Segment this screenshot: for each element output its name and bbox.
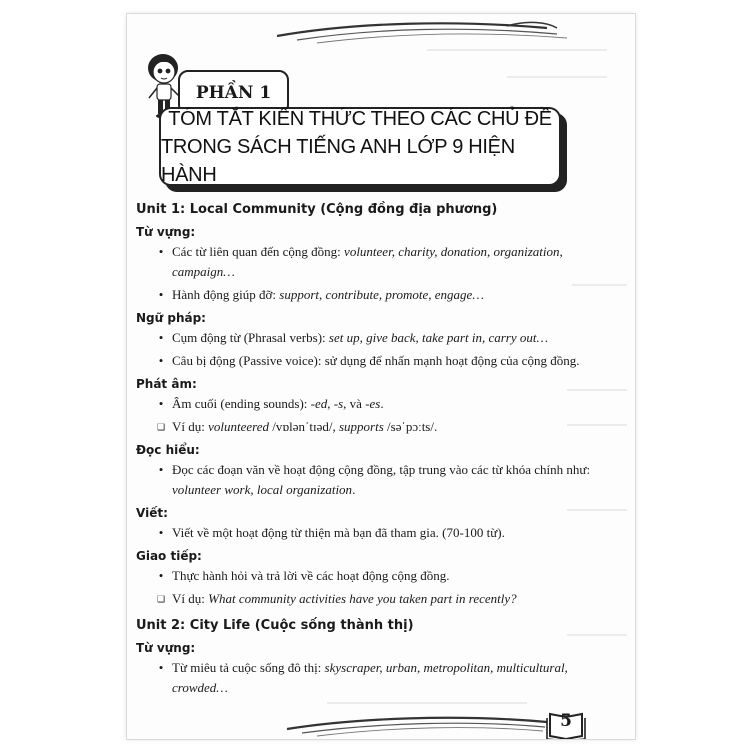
section-label-vocab: Từ vựng: <box>136 641 196 655</box>
list-item: • Đọc các đoạn văn về hoạt động cộng đồng, tập trung vào các từ khóa chính như: volunteer work, local organization. <box>136 460 596 500</box>
section-label-reading: Đọc hiểu: <box>136 443 200 457</box>
chapter-title-line-1: TÓM TẮT KIẾN THỨC THEO CÁC CHỦ ĐỀ <box>168 107 552 130</box>
section-label-communication: Giao tiếp: <box>136 549 202 563</box>
list-item: • Viết về một hoạt động từ thiện mà bạn đã tham gia. (70-100 từ). <box>136 523 596 543</box>
book-page <box>127 14 635 739</box>
bullet-icon: • <box>158 287 164 302</box>
list-item: • Âm cuối (ending sounds): -ed, -s, và -es. <box>136 394 596 414</box>
list-item: • Câu bị động (Passive voice): sử dụng để nhấn mạnh hoạt động của cộng đồng. <box>136 351 596 371</box>
bullet-icon: • <box>158 660 164 675</box>
list-item: • Cụm động từ (Phrasal verbs): set up, give back, take part in, carry out… <box>136 328 596 348</box>
list-item: ❑ Ví dụ: What community activities have you taken part in recently? <box>136 589 596 609</box>
list-item: • Hành động giúp đỡ: support, contribute, promote, engage… <box>136 285 596 305</box>
part-label: PHẦN 1 <box>195 82 272 103</box>
section-label-pronunciation: Phát âm: <box>136 377 197 391</box>
bullet-icon: • <box>158 462 164 477</box>
chapter-title-box <box>159 107 561 186</box>
bullet-icon: • <box>158 568 164 583</box>
section-label-writing: Viết: <box>136 506 168 520</box>
square-bullet-icon: ❑ <box>156 422 166 432</box>
bullet-icon: • <box>158 353 164 368</box>
list-item: • Từ miêu tả cuộc sống đô thị: skyscraper, urban, metropolitan, multicultural, crowded… <box>136 658 596 698</box>
list-item: • Thực hành hỏi và trả lời về các hoạt động cộng đồng. <box>136 566 596 586</box>
top-swoosh-ornament <box>127 14 635 54</box>
chapter-title-line-2: TRONG SÁCH TIẾNG ANH LỚP 9 HIỆN HÀNH <box>161 135 515 186</box>
square-bullet-icon: ❑ <box>156 594 166 604</box>
unit-2-heading: Unit 2: City Life (Cuộc sống thành thị) <box>136 618 414 633</box>
bullet-icon: • <box>158 525 164 540</box>
bullet-icon: • <box>158 244 164 259</box>
page-content <box>136 199 596 701</box>
list-item: ❑ Ví dụ: volunteered /vɒlənˈtɪəd/, supports /səˈpɔːts/. <box>136 417 596 437</box>
section-label-vocab: Từ vựng: <box>136 225 196 239</box>
section-label-grammar: Ngữ pháp: <box>136 311 206 325</box>
bullet-icon: • <box>158 396 164 411</box>
page-number: 5 <box>560 711 572 731</box>
unit-1-heading: Unit 1: Local Community (Cộng đồng địa phương) <box>136 202 498 217</box>
page-number-badge <box>546 710 586 739</box>
bullet-icon: • <box>158 330 164 345</box>
list-item: • Các từ liên quan đến cộng đồng: volunteer, charity, donation, organization, campaign… <box>136 242 596 282</box>
